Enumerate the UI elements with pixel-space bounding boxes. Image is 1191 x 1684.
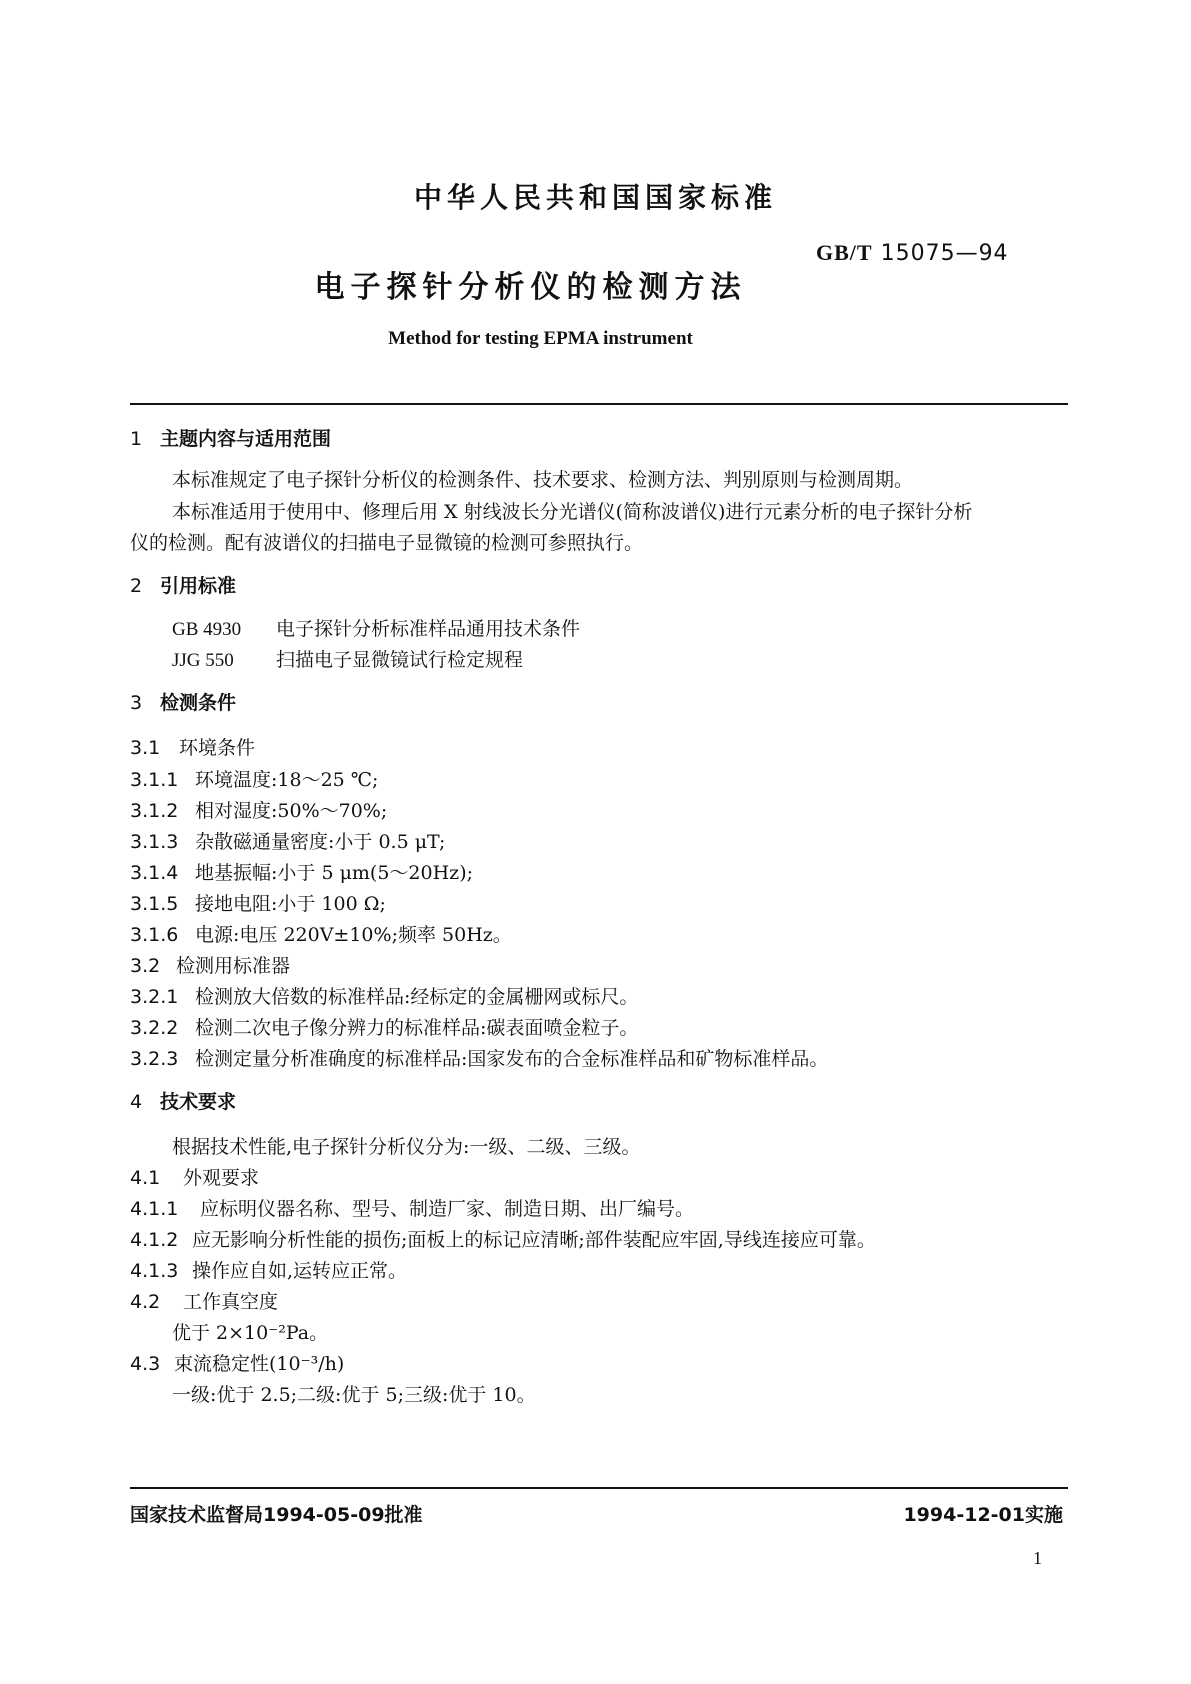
section-2-heading [130,571,236,598]
clause-text: 检测二次电子像分辨力的标准样品:碳表面喷金粒子。 [195,1017,639,1039]
clause-item [130,1013,638,1040]
document-title-cn: 电子探针分析仪的检测方法 [314,270,747,305]
clause-number: 3.2.3 [130,1048,179,1070]
reference-item [172,645,523,672]
clause-number: 4.2 [130,1291,161,1313]
clause-text: 检测定量分析准确度的标准样品:国家发布的合金标准样品和矿物标准样品。 [195,1048,829,1070]
clause-item [130,1349,344,1376]
section-4-title: 技术要求 [160,1091,237,1113]
clause-number: 4.1 [130,1167,161,1189]
standard-code-prefix: GB/T [816,240,873,265]
clause-text: 外观要求 [183,1167,260,1189]
clause-number: 3.2.1 [130,986,179,1008]
clause-text: 应标明仪器名称、型号、制造厂家、制造日期、出厂编号。 [200,1198,695,1220]
clause-text: 环境温度:18～25 ℃; [195,769,379,791]
clause-item [130,982,638,1009]
clause-text: 相对湿度:50%～70%; [195,800,388,822]
clause-text: 接地电阻:小于 100 Ω; [195,893,386,915]
national-standard-heading: 中华人民共和国国家标准 [413,181,777,214]
clause-item [130,951,290,978]
section-4-heading [130,1087,236,1114]
clause-text: 工作真空度 [183,1291,279,1313]
reference-item [172,614,580,641]
approval-date: 国家技术监督局1994-05-09批准 [130,1504,423,1526]
section-2-title: 引用标准 [160,575,237,597]
clause-number: 4.1.1 [130,1198,179,1220]
section-3-title: 检测条件 [160,692,237,714]
footer-divider [130,1487,1068,1489]
document-title-en: Method for testing EPMA instrument [388,328,693,349]
reference-title: 电子探针分析标准样品通用技术条件 [276,618,581,640]
clause-item [130,1225,876,1252]
section-1-heading [130,424,331,451]
clause-number: 4.1.2 [130,1229,179,1251]
section-1-number: 1 [130,428,143,450]
section-3-number: 3 [130,692,143,714]
clause-number: 3.2 [130,955,161,977]
reference-code: JJG 550 [172,650,234,671]
standard-code-number: 15075—94 [880,241,1009,266]
clause-text: 操作应自如,运转应正常。 [192,1260,408,1282]
clause-number: 3.2.2 [130,1017,179,1039]
section-3-heading [130,688,236,715]
reference-code: GB 4930 [172,619,242,640]
clause-item [130,796,387,823]
clause-text: 杂散磁通量密度:小于 0.5 μT; [195,831,446,853]
effective-date: 1994-12-01实施 [903,1504,1063,1526]
section-1-title: 主题内容与适用范围 [160,428,332,450]
clause-text: 地基振幅:小于 5 μm(5～20Hz); [195,862,474,884]
clause-number: 3.1.2 [130,800,179,822]
clause-item [130,920,512,947]
section-1-paragraph-2-line-2: 仪的检测。配有波谱仪的扫描电子显微镜的检测可参照执行。 [130,532,644,554]
clause-item [130,1256,407,1283]
clause-number: 3.1.1 [130,769,179,791]
clause-text: 应无影响分析性能的损伤;面板上的标记应清晰;部件装配应牢固,导线连接应可靠。 [192,1229,876,1251]
clause-text: 检测用标准器 [176,955,291,977]
clause-number: 3.1.6 [130,924,179,946]
clause-number: 3.1.4 [130,862,179,884]
page-number: 1 [1033,1548,1042,1568]
beam-stability-value: 一级:优于 2.5;二级:优于 5;三级:优于 10。 [172,1384,536,1406]
section-4-number: 4 [130,1091,143,1113]
clause-text: 检测放大倍数的标准样品:经标定的金属栅网或标尺。 [195,986,639,1008]
clause-text: 束流稳定性(10⁻³/h) [174,1353,345,1375]
clause-number: 3.1.5 [130,893,179,915]
section-2-number: 2 [130,575,143,597]
reference-title: 扫描电子显微镜试行检定规程 [276,649,524,671]
clause-number: 4.1.3 [130,1260,179,1282]
clause-text: 环境条件 [179,737,256,759]
clause-item [130,1194,694,1221]
section-1-paragraph-1: 本标准规定了电子探针分析仪的检测条件、技术要求、检测方法、判别原则与检测周期。 [172,469,914,491]
clause-item [130,1044,828,1071]
clause-number: 4.3 [130,1353,161,1375]
clause-text: 电源:电压 220V±10%;频率 50Hz。 [195,924,512,946]
clause-item [130,827,445,854]
clause-item [130,1163,259,1190]
clause-item [130,1287,278,1314]
vacuum-value: 优于 2×10⁻²Pa。 [172,1322,329,1344]
clause-number: 3.1.3 [130,831,179,853]
clause-item [130,765,378,792]
section-4-intro: 根据技术性能,电子探针分析仪分为:一级、二级、三级。 [172,1136,641,1158]
clause-item [130,858,473,885]
clause-item [130,733,255,760]
header-divider [130,403,1068,405]
clause-number: 3.1 [130,737,161,759]
section-1-paragraph-2-line-1: 本标准适用于使用中、修理后用 X 射线波长分光谱仪(简称波谱仪)进行元素分析的电子探针分析 [172,501,973,523]
clause-item [130,889,386,916]
